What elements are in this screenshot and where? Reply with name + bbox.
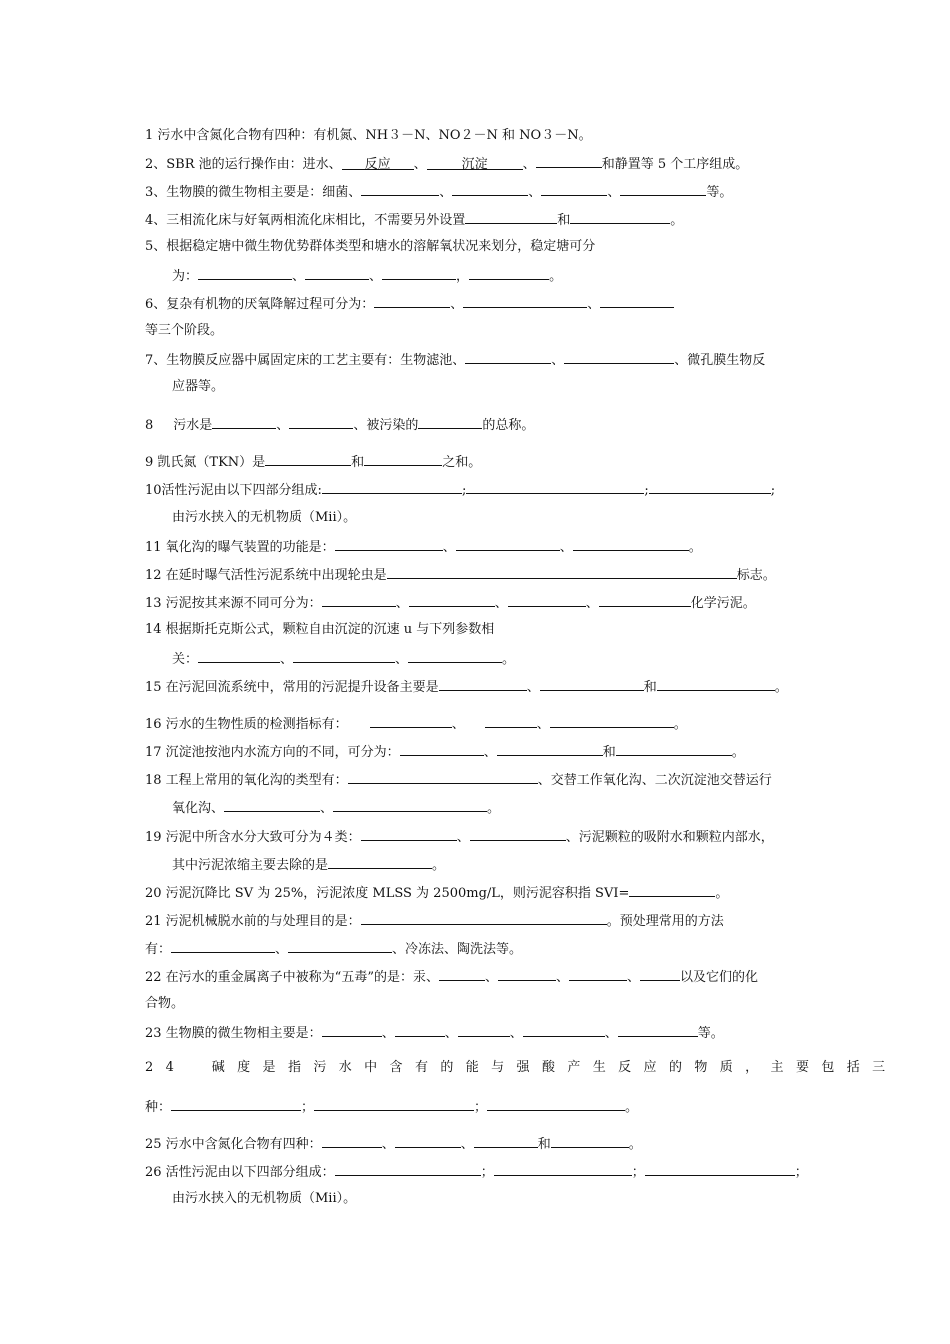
- answer-blank[interactable]: [348, 769, 538, 784]
- separator: 、: [587, 297, 601, 312]
- separator: 、: [450, 297, 464, 312]
- question-text: 4、三相流化床与好氧两相流化床相比，不需要另外设置: [145, 213, 466, 228]
- separator: 、: [522, 157, 536, 172]
- question-11: [145, 536, 702, 558]
- separator: 、: [439, 185, 453, 200]
- question-7-cont: [172, 377, 224, 397]
- separator: 、: [456, 830, 470, 845]
- question-text: 。: [673, 717, 687, 732]
- question-text: 、交替工作氧化沟、二次沉淀池交替运行: [537, 773, 772, 788]
- answer-blank[interactable]: [322, 592, 396, 607]
- separator: 、: [451, 717, 465, 732]
- question-text: 为：: [172, 269, 199, 284]
- question-text: 。: [502, 652, 516, 667]
- answer-blank[interactable]: [599, 592, 691, 607]
- answer-blank[interactable]: [540, 676, 644, 691]
- question-24-cont: [145, 1096, 638, 1118]
- separator: 、: [276, 418, 290, 433]
- question-14-cont: [172, 648, 515, 670]
- question-text: 。: [625, 1100, 639, 1115]
- answer-blank[interactable]: [400, 741, 484, 756]
- question-text: 。: [774, 680, 788, 695]
- question-24: [145, 1058, 898, 1078]
- answer-blank[interactable]: [361, 826, 457, 841]
- answer-blank[interactable]: [536, 153, 602, 168]
- question-text: 氧化沟、: [172, 801, 225, 816]
- question-text: 15 在污泥回流系统中，常用的污泥提升设备主要是: [145, 680, 439, 695]
- question-10-cont: [172, 508, 356, 528]
- question-17: [145, 741, 745, 763]
- question-text: 25 污水中含氮化合物有四种：: [145, 1137, 322, 1152]
- question-text: 17 沉淀池按池内水流方向的不同，可分为：: [145, 745, 400, 760]
- separator: 、: [280, 652, 294, 667]
- question-22-cont: [145, 994, 184, 1014]
- separator: ，: [456, 269, 470, 284]
- question-text: 应器等。: [172, 379, 225, 394]
- answer-blank[interactable]: [458, 1022, 510, 1037]
- answer-blank[interactable]: [439, 676, 527, 691]
- question-text: 标志。: [736, 568, 776, 583]
- question-15: [145, 676, 788, 698]
- question-text: 2、SBR 池的运行操作由：进水、: [145, 157, 342, 172]
- question-text: 的总称。: [482, 418, 535, 433]
- question-text: 。: [715, 886, 729, 901]
- separator: 、: [627, 970, 641, 985]
- answer-blank[interactable]: [497, 741, 603, 756]
- answer-blank[interactable]: [466, 479, 644, 494]
- question-text: 23 生物膜的微生物相主要是：: [145, 1026, 322, 1041]
- answer-blank[interactable]: [541, 181, 607, 196]
- question-text: 之和。: [442, 455, 482, 470]
- separator: 、: [483, 745, 497, 760]
- answer-blank[interactable]: [629, 882, 715, 897]
- question-10: [145, 479, 775, 501]
- question-text: 21 污泥机械脱水前的与处理目的是：: [145, 914, 361, 929]
- answer-blank[interactable]: [171, 938, 275, 953]
- answer-blank[interactable]: [620, 181, 706, 196]
- answer-blank[interactable]: [618, 1022, 698, 1037]
- separator: 、: [559, 540, 573, 555]
- question-text: 12 在延时曝气活性污泥系统中出现轮虫是: [145, 568, 387, 583]
- question-text: 和静置等 5 个工序组成。: [601, 157, 749, 172]
- answer-blank[interactable]: [616, 741, 732, 756]
- answer-blank[interactable]: [265, 451, 351, 466]
- separator: 、: [526, 680, 540, 695]
- question-text: 、被污染的: [353, 418, 419, 433]
- question-18: [145, 769, 772, 791]
- answer-blank[interactable]: [408, 648, 502, 663]
- question-20: [145, 882, 728, 904]
- question-21: [145, 910, 724, 932]
- answer-blank[interactable]: [335, 536, 443, 551]
- answer-blank[interactable]: [382, 265, 456, 280]
- separator: 、: [381, 1026, 395, 1041]
- answer-blank[interactable]: [333, 797, 487, 812]
- answer-blank[interactable]: [657, 676, 775, 691]
- separator: ；: [474, 1100, 488, 1115]
- separator: 、: [395, 596, 409, 611]
- separator: 、: [494, 596, 508, 611]
- answer-blank[interactable]: [322, 479, 462, 494]
- question-5-cont: [172, 265, 562, 287]
- answer-blank[interactable]: [395, 1022, 445, 1037]
- question-text: 和: [351, 455, 365, 470]
- answer-blank[interactable]: [212, 414, 276, 429]
- question-25: [145, 1133, 642, 1155]
- answer-blank[interactable]: [335, 1161, 481, 1176]
- answer-blank[interactable]: [374, 293, 450, 308]
- answer-blank[interactable]: [224, 797, 320, 812]
- answer-blank[interactable]: [551, 1133, 629, 1148]
- question-7: [145, 349, 765, 371]
- question-text: 其中污泥浓缩主要去除的是: [172, 858, 329, 873]
- answer-blank[interactable]: [387, 564, 737, 579]
- question-text: 。: [688, 540, 702, 555]
- question-3: [145, 181, 732, 203]
- answer-blank[interactable]: [409, 592, 495, 607]
- question-13: [145, 592, 756, 614]
- question-14: [145, 620, 494, 640]
- answer-blank[interactable]: [474, 1133, 538, 1148]
- question-12: [145, 564, 776, 586]
- question-text: 、污泥颗粒的吸附水和颗粒内部水，: [565, 830, 774, 845]
- question-text: 24 碱度是指污水中含有的能与强酸产生反应的物质，主要包括三: [145, 1060, 898, 1075]
- question-text: 由污水挟入的无机物质（Mii）。: [172, 510, 357, 525]
- separator: 、: [460, 1137, 474, 1152]
- question-text: 6、复杂有机物的厌氧降解过程可分为：: [145, 297, 375, 312]
- answer-blank[interactable]: [600, 293, 674, 308]
- separator: 、: [484, 970, 498, 985]
- question-text: 14 根据斯托克斯公式，颗粒自由沉淀的沉速 u 与下列参数相: [145, 622, 495, 637]
- answer-blank[interactable]: [364, 451, 442, 466]
- question-19: [145, 826, 774, 848]
- question-text: 污水是: [173, 418, 213, 433]
- question-text: 、微孔膜生物反: [674, 353, 766, 368]
- separator: 、: [604, 1026, 618, 1041]
- answer-blank[interactable]: [289, 414, 353, 429]
- separator: 、: [442, 540, 456, 555]
- question-text: 13 污泥按其来源不同可分为：: [145, 596, 322, 611]
- answer-blank[interactable]: [645, 1161, 795, 1176]
- answer-blank[interactable]: [465, 349, 551, 364]
- separator: 、: [551, 353, 565, 368]
- question-4: [145, 209, 683, 231]
- answer-blank[interactable]: [198, 265, 292, 280]
- answer-blank[interactable]: [550, 713, 674, 728]
- question-text: 和: [643, 680, 657, 695]
- answer-blank[interactable]: [293, 648, 395, 663]
- separator: ;: [461, 483, 467, 498]
- separator: ；: [480, 1165, 494, 1180]
- answer-blank[interactable]: [370, 713, 452, 728]
- answer-blank[interactable]: [322, 1022, 382, 1037]
- answer-blank[interactable]: [322, 1133, 382, 1148]
- answer-blank[interactable]: [487, 1096, 625, 1111]
- answer-blank[interactable]: [456, 536, 560, 551]
- separator: 、: [275, 942, 289, 957]
- question-text: 以及它们的化: [680, 970, 759, 985]
- answer-blank[interactable]: [395, 1133, 461, 1148]
- question-text: 等。: [706, 185, 733, 200]
- question-text: 7、生物膜反应器中属固定床的工艺主要有：生物滤池、: [145, 353, 466, 368]
- separator: 、: [528, 185, 542, 200]
- answer-blank[interactable]: [469, 265, 549, 280]
- question-text: 。: [432, 858, 446, 873]
- question-9: [145, 451, 481, 473]
- question-8: [145, 414, 534, 436]
- question-text: 和: [557, 213, 571, 228]
- answer-blank[interactable]: 反应: [342, 155, 414, 170]
- answer-blank[interactable]: [361, 910, 607, 925]
- question-5: [145, 237, 595, 257]
- separator: ;: [644, 483, 649, 498]
- answer-blank[interactable]: [485, 713, 537, 728]
- answer-blank[interactable]: [640, 966, 680, 981]
- answer-blank[interactable]: [463, 293, 587, 308]
- answer-blank[interactable]: [171, 1096, 301, 1111]
- question-text: 。: [731, 745, 745, 760]
- question-16: [145, 713, 687, 735]
- answer-blank[interactable]: [418, 414, 482, 429]
- question-text: 26 活性污泥由以下四部分组成：: [145, 1165, 335, 1180]
- question-text: 由污水挟入的无机物质（Mii）。: [172, 1191, 357, 1206]
- question-text: 关：: [172, 652, 199, 667]
- question-text: 10活性污泥由以下四部分组成:: [145, 483, 322, 498]
- answer-blank[interactable]: [569, 966, 627, 981]
- question-text: 。: [670, 213, 684, 228]
- separator: 、: [509, 1026, 523, 1041]
- question-text: 等。: [697, 1026, 724, 1041]
- question-19-cont: [172, 854, 445, 876]
- question-text: 18 工程上常用的氧化沟的类型有：: [145, 773, 348, 788]
- question-6: [145, 293, 674, 315]
- separator: 、: [585, 596, 599, 611]
- question-text: 3、生物膜的微生物相主要是：细菌、: [145, 185, 362, 200]
- question-26: [145, 1161, 808, 1183]
- answer-blank[interactable]: [570, 209, 670, 224]
- separator: 、: [555, 970, 569, 985]
- separator: ；: [794, 1165, 808, 1180]
- question-text: 22 在污水的重金属离子中被称为“五毒”的是：汞、: [145, 970, 439, 985]
- question-text: 19 污泥中所含水分大致可分为４类：: [145, 830, 361, 845]
- question-text: 1 污水中含氮化合物有四种：有机氮、NH３－N、NO２－N 和 NO３－N。: [145, 128, 592, 143]
- answer-blank[interactable]: [523, 1022, 605, 1037]
- separator: 、: [381, 1137, 395, 1152]
- question-text: 和: [537, 1137, 551, 1152]
- question-text: 化学污泥。: [690, 596, 756, 611]
- separator: 、: [369, 269, 383, 284]
- answer-blank[interactable]: [564, 349, 674, 364]
- separator: 、: [444, 1026, 458, 1041]
- question-2: [145, 153, 748, 175]
- answer-blank[interactable]: [494, 1161, 632, 1176]
- separator: 、: [395, 652, 409, 667]
- question-text: 合物。: [145, 996, 185, 1011]
- answer-blank[interactable]: [649, 479, 771, 494]
- answer-blank[interactable]: [314, 1096, 474, 1111]
- question-18-cont: [172, 797, 500, 819]
- answer-blank[interactable]: [328, 854, 432, 869]
- question-text: 。: [487, 801, 501, 816]
- question-text: 11 氧化沟的曝气装置的功能是：: [145, 540, 335, 555]
- answer-blank[interactable]: [465, 209, 557, 224]
- separator: 、: [536, 717, 550, 732]
- question-text: 。: [628, 1137, 642, 1152]
- answer-blank[interactable]: [439, 966, 485, 981]
- question-text: 和: [602, 745, 616, 760]
- question-text: 5、根据稳定塘中微生物优势群体类型和塘水的溶解氧状况来划分，稳定塘可分: [145, 239, 596, 254]
- separator: ；: [301, 1100, 315, 1115]
- question-text: 。: [549, 269, 563, 284]
- separator: 、: [320, 801, 334, 816]
- separator: 、: [607, 185, 621, 200]
- question-text: 20 污泥沉降比 SV 为 25%，污泥浓度 MLSS 为 2500mg/L，则污泥容积指 SVI=: [145, 886, 630, 901]
- question-6-cont: [145, 321, 223, 341]
- separator: 、: [292, 269, 306, 284]
- question-text: 。预处理常用的方法: [606, 914, 724, 929]
- answer-blank[interactable]: [452, 181, 528, 196]
- answer-blank[interactable]: [198, 648, 280, 663]
- answer-blank[interactable]: [288, 938, 392, 953]
- question-22: [145, 966, 758, 988]
- answer-blank[interactable]: [498, 966, 556, 981]
- question-number: 8: [145, 418, 154, 433]
- separator: ；: [631, 1165, 645, 1180]
- separator: ;: [770, 483, 776, 498]
- question-text: 、冷冻法、陶洗法等。: [392, 942, 523, 957]
- question-text: 等三个阶段。: [145, 323, 224, 338]
- answer-blank[interactable]: 沉淀: [427, 155, 523, 170]
- question-23: [145, 1022, 724, 1044]
- answer-blank[interactable]: [573, 536, 689, 551]
- answer-blank[interactable]: [508, 592, 586, 607]
- separator: 、: [413, 157, 427, 172]
- question-text: 有：: [145, 942, 172, 957]
- question-text: 种：: [145, 1100, 172, 1115]
- question-26-cont: [172, 1189, 356, 1209]
- question-text: 9 凯氏氮（TKN）是: [145, 455, 266, 470]
- question-text: 16 污水的生物性质的检测指标有：: [145, 717, 348, 732]
- answer-blank[interactable]: [470, 826, 566, 841]
- question-21-cont: [145, 938, 522, 960]
- question-1: [145, 126, 592, 146]
- answer-blank[interactable]: [361, 181, 439, 196]
- answer-blank[interactable]: [305, 265, 369, 280]
